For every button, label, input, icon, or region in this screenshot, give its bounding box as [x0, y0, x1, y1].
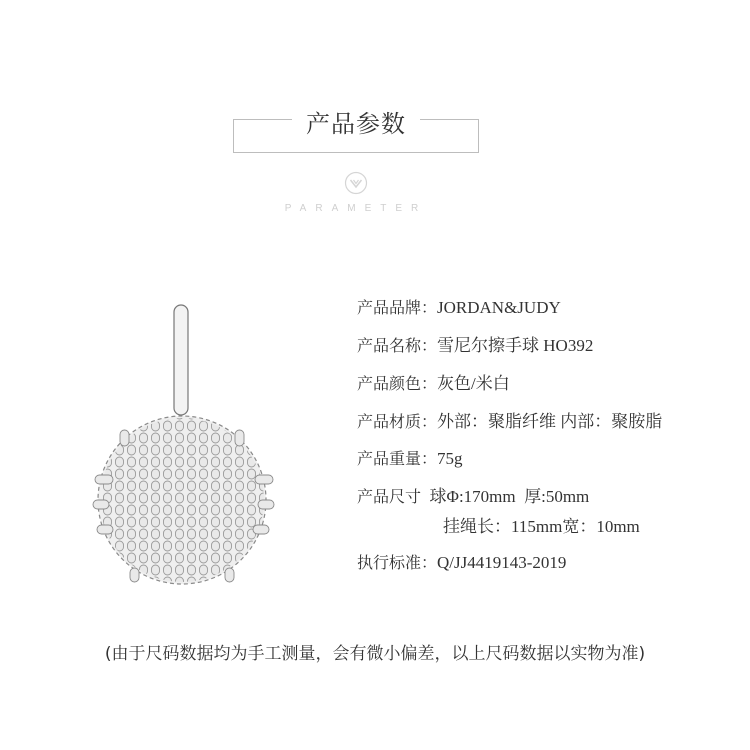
spec-label: 执行标准： — [357, 553, 438, 572]
spec-label: 产品品牌： — [357, 298, 438, 317]
spec-value: 灰色/米白 — [437, 374, 510, 393]
hanging-loop — [174, 305, 188, 415]
spec-label: 产品尺寸 — [357, 487, 422, 506]
spec-row-color — [357, 374, 510, 394]
towel-ball-image — [90, 300, 280, 590]
spec-row-name — [357, 336, 593, 356]
spec-label: 产品名称： — [357, 336, 438, 355]
spec-row-brand — [357, 298, 561, 318]
spec-value: 雪尼尔擦手球 HO392 — [437, 336, 594, 355]
page-subtitle: PARAMETER — [284, 203, 428, 214]
spec-label: 产品重量： — [357, 449, 438, 468]
spec-row-size — [357, 487, 589, 507]
spec-value: Q/JJ4419143-2019 — [437, 553, 567, 572]
footer-note: (由于尺码数据均为手工测量，会有微小偏差，以上尺码数据以实物为准) — [104, 644, 646, 664]
spec-label: 产品颜色： — [357, 374, 438, 393]
page-title: 产品参数 — [292, 110, 420, 138]
spec-row-standard — [357, 553, 566, 573]
spec-row-material — [357, 412, 662, 432]
chevron-down-circle-icon — [344, 171, 368, 195]
spec-size-continuation: 挂绳长：115mm宽：10mm — [443, 517, 640, 536]
spec-value: 外部：聚脂纤维 内部：聚胺脂 — [437, 412, 663, 431]
spec-value: 75g — [437, 449, 463, 468]
spec-value: JORDAN&JUDY — [437, 298, 561, 317]
spec-value: 球Φ:170mm 厚:50mm — [421, 487, 590, 506]
spec-row-weight — [357, 449, 463, 469]
spec-label: 产品材质： — [357, 412, 438, 431]
